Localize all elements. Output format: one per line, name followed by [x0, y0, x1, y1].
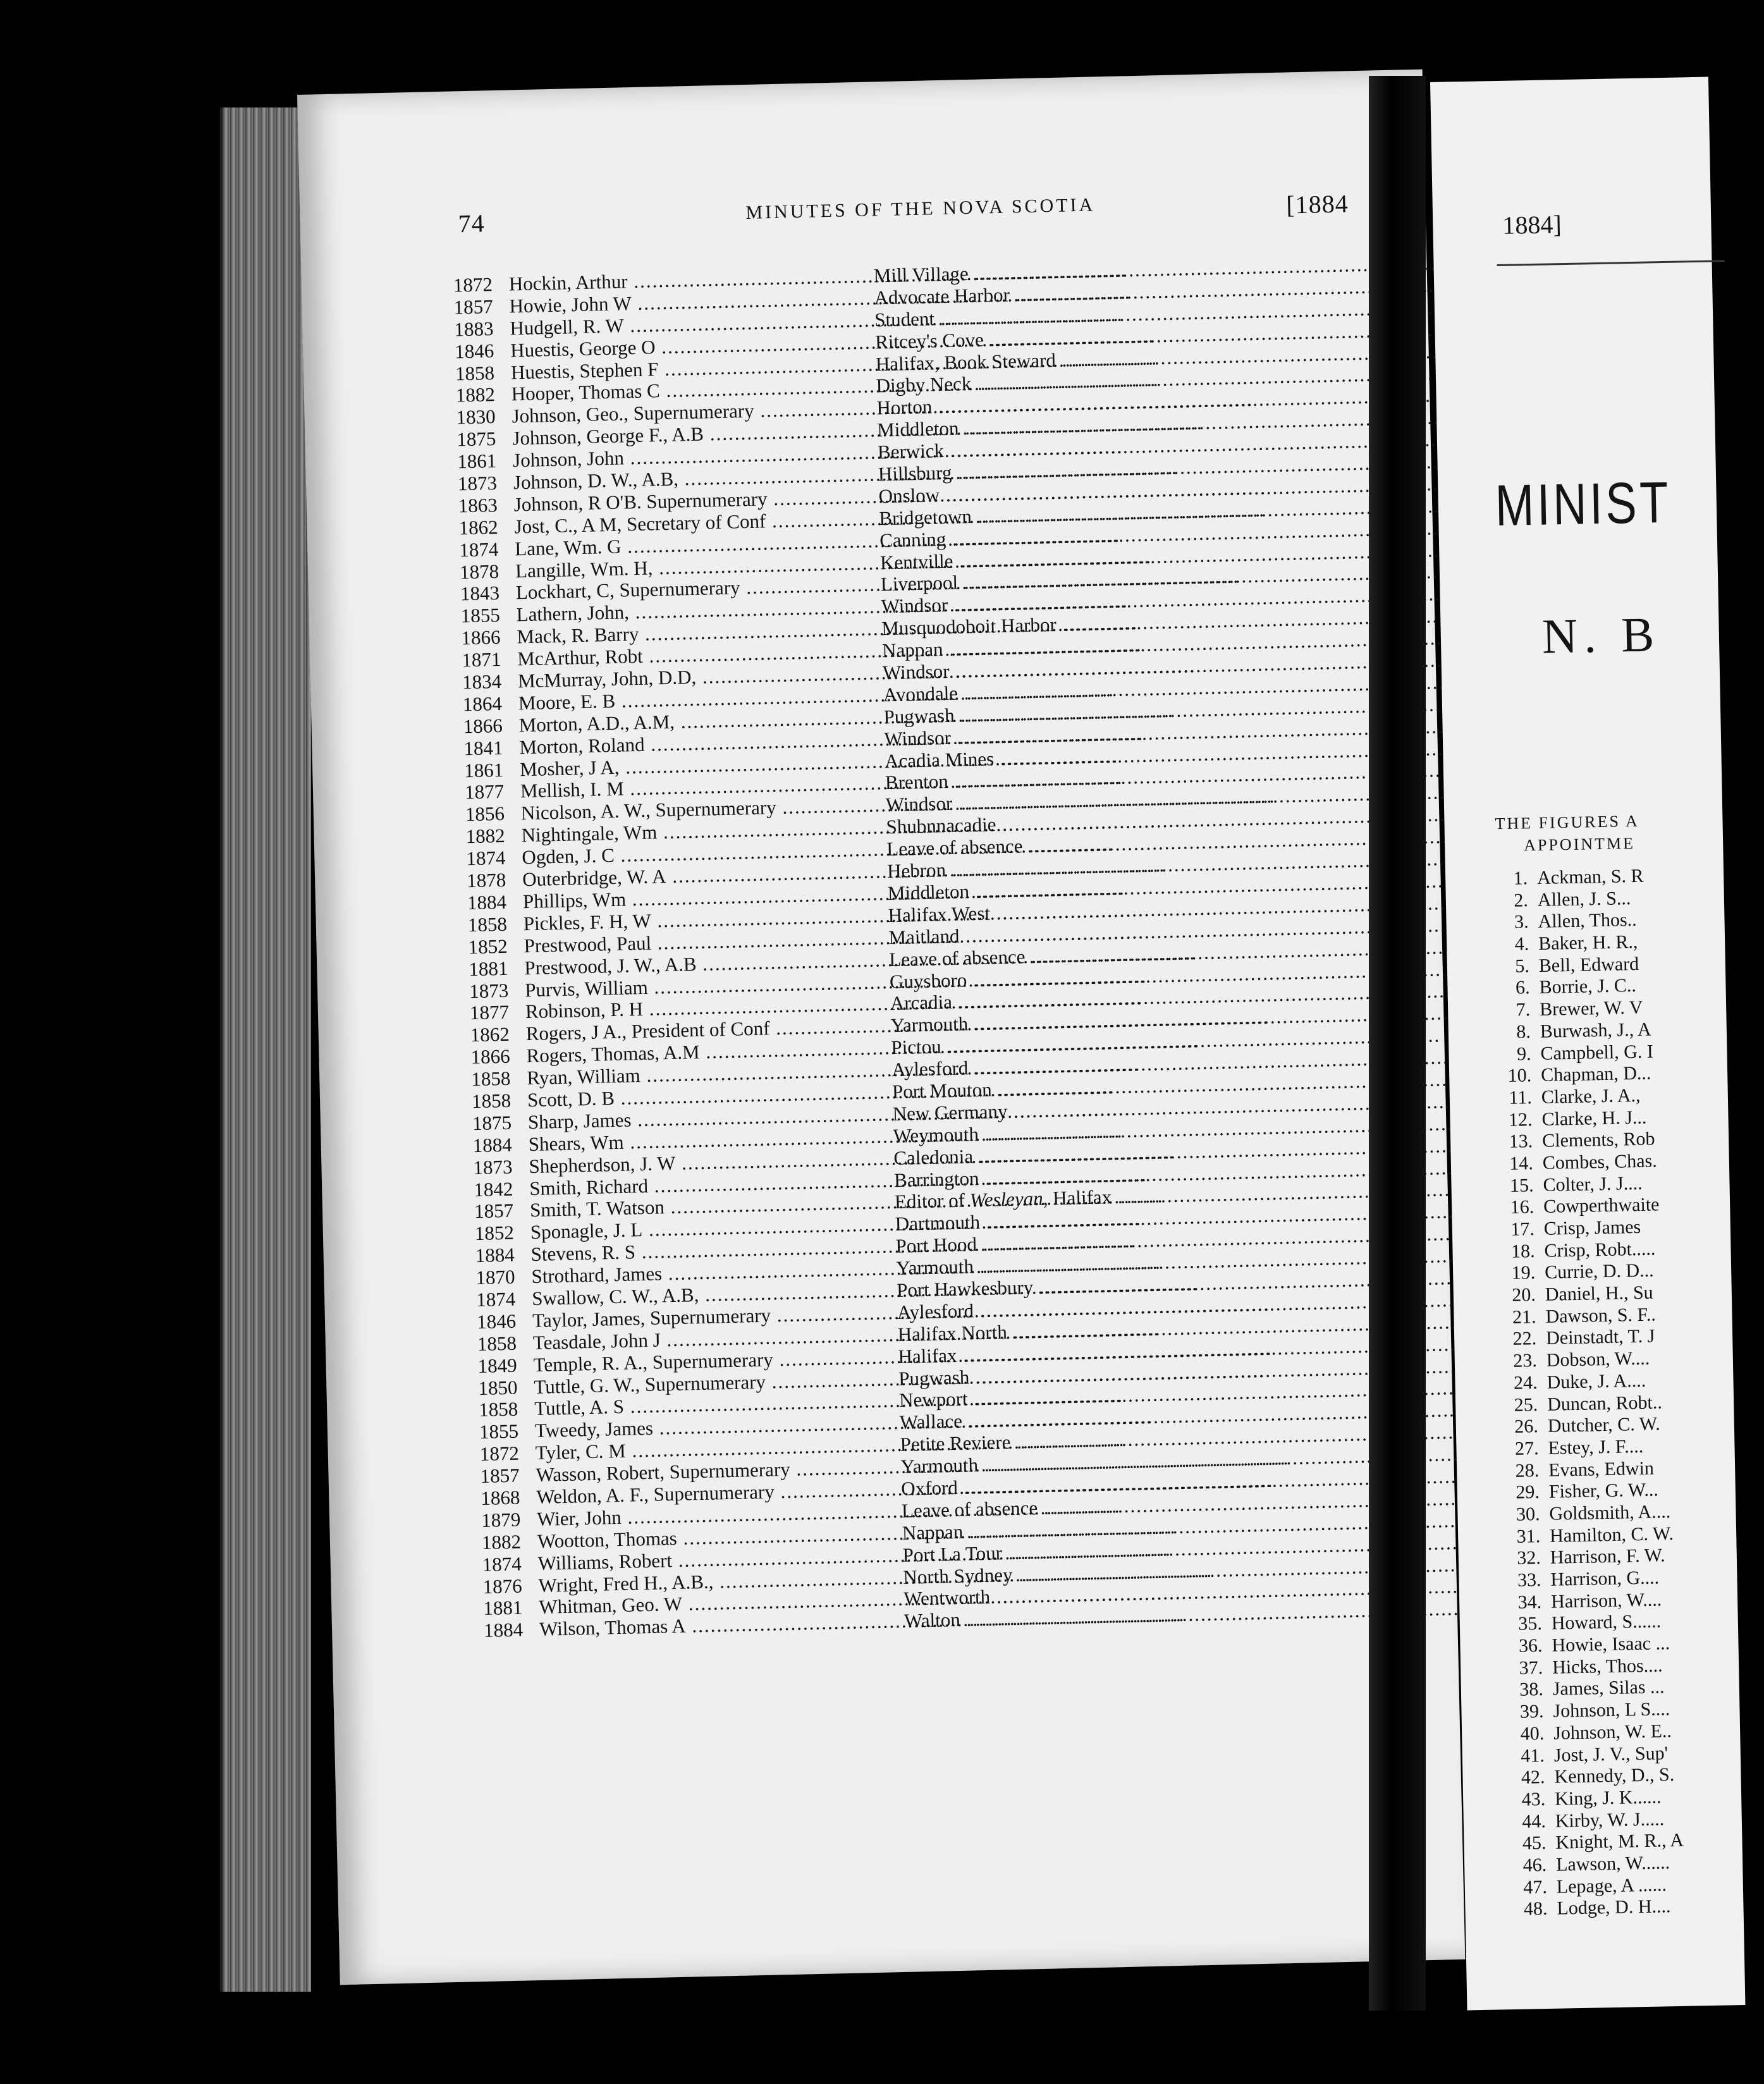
list-name: Clarke, J. A.,: [1541, 1084, 1641, 1108]
minister-name: Tweedy, James .....: [535, 1413, 890, 1443]
entry-year: 1874: [482, 1552, 522, 1576]
station-name: Canning .....: [879, 519, 1361, 552]
minister-name: Huestis, George O .....: [510, 331, 865, 362]
minister-name: Williams, Robert .....: [537, 1545, 892, 1575]
minister-name: Tyler, C. M .....: [535, 1435, 890, 1465]
entry-year: 1876: [482, 1574, 522, 1598]
list-number: 3.: [1514, 911, 1529, 933]
minister-name: Prestwood, Paul .....: [524, 927, 878, 957]
station-name: Leave of absence .....: [889, 938, 1370, 971]
list-number: 19.: [1511, 1262, 1536, 1284]
book-gutter: [1369, 76, 1426, 2011]
list-name: Johnson, L S....: [1553, 1698, 1670, 1722]
entry-year: 1861: [463, 758, 504, 782]
minister-name: Sponagle, J. L .....: [530, 1214, 885, 1244]
minister-name: Nightingale, Wm .....: [521, 817, 876, 847]
station-name: Middleton .....: [888, 872, 1369, 905]
list-number: 15.: [1509, 1174, 1534, 1196]
minister-name: Wier, John .....: [537, 1500, 891, 1531]
minister-name: Mosher, J A, .....: [520, 751, 874, 781]
minister-name: Howie, John W .....: [509, 288, 864, 318]
minister-name: Prestwood, J. W., A.B .....: [524, 949, 879, 979]
list-name: Daniel, H., Su: [1545, 1282, 1653, 1305]
list-number: 20.: [1512, 1284, 1536, 1306]
station-name: Maitland .....: [888, 916, 1369, 949]
entry-year: 1855: [460, 604, 501, 627]
ministers-list: [453, 253, 1458, 1643]
station-name: Halifax North .....: [897, 1313, 1378, 1345]
minister-name: Hooper, Thomas C .....: [511, 376, 866, 406]
station-name: Musquodoboit Harbor .....: [881, 607, 1363, 640]
list-name: Allen, J. S...: [1537, 887, 1631, 910]
list-number: 41.: [1521, 1744, 1545, 1767]
minister-name: Morton, A.D., A.M, .....: [518, 706, 873, 737]
list-name: Deinstadt, T. J: [1545, 1325, 1655, 1349]
list-number: 5.: [1515, 955, 1530, 977]
entry-year: 1842: [473, 1177, 513, 1201]
station-name: Ritcey's Cove .....: [875, 321, 1356, 353]
station-name: Port Mouton .....: [892, 1070, 1373, 1103]
station-name: Port Hawkesbury .....: [897, 1269, 1378, 1302]
list-number: 10.: [1507, 1065, 1532, 1087]
minister-name: Wilson, Thomas A .....: [539, 1611, 894, 1641]
minister-name: Wootton, Thomas .....: [537, 1523, 892, 1553]
entry-year: 1879: [481, 1508, 521, 1531]
entry-year: 1872: [479, 1442, 520, 1466]
minister-name: Wasson, Robert, Supernumerary .....: [536, 1456, 890, 1486]
entry-year: 1861: [456, 450, 497, 473]
list-name: Duncan, Robt..: [1547, 1391, 1663, 1415]
entry-year: 1858: [467, 912, 508, 936]
entry-year: 1875: [456, 427, 496, 451]
minister-name: Ogden, J. C .....: [522, 839, 876, 869]
entry-year: 1883: [454, 317, 494, 341]
station-name: Brenton .....: [885, 761, 1366, 794]
minister-name: McArthur, Robt .....: [517, 641, 872, 671]
minister-name: Ryan, William .....: [527, 1060, 881, 1090]
station-name: Kentville .....: [880, 541, 1361, 574]
entry-year: 1858: [478, 1398, 518, 1421]
station-name: Student .....: [874, 298, 1356, 331]
minister-name: Rogers, Thomas, A.M .....: [526, 1038, 881, 1068]
station-name: Pictou .....: [891, 1026, 1372, 1059]
right-page-subtitle: N. B: [1541, 606, 1662, 664]
page-edges: [220, 107, 311, 1992]
minister-name: Wright, Fred H., A.B., .....: [538, 1567, 893, 1597]
page-number: 74: [458, 209, 486, 238]
list-name: Clements, Rob: [1541, 1128, 1655, 1152]
entry-year: 1882: [465, 824, 506, 848]
minister-name: Smith, Richard .....: [529, 1170, 884, 1200]
list-number: 21.: [1512, 1306, 1536, 1328]
list-name: Chapman, D...: [1540, 1062, 1651, 1086]
entry-year: 1857: [480, 1464, 520, 1488]
list-number: 48.: [1523, 1898, 1548, 1920]
left-page: [297, 70, 1465, 1985]
list-number: 29.: [1516, 1481, 1540, 1504]
entry-year: 1852: [468, 935, 508, 958]
minister-name: Strothard, James .....: [531, 1258, 886, 1288]
station-name: Guysboro .....: [890, 960, 1371, 993]
list-name: Ackman, S. R: [1536, 865, 1644, 888]
minister-name: Rogers, J A., President of Conf .....: [525, 1015, 880, 1046]
minister-name: Mack, R. Barry .....: [517, 618, 871, 649]
entry-year: 1841: [463, 736, 503, 759]
entry-year: 1873: [473, 1155, 513, 1179]
figures-note-line2: APPOINTME: [1523, 834, 1636, 855]
list-name: James, Silas ...: [1552, 1676, 1665, 1700]
figures-note-line1: THE FIGURES A: [1495, 811, 1640, 833]
list-number: 18.: [1510, 1240, 1535, 1262]
station-name: Halifax .....: [898, 1335, 1379, 1368]
minister-name: Hockin, Arthur .....: [508, 266, 863, 296]
entry-year: 1882: [455, 383, 496, 407]
list-name: Kirby, W. J.....: [1555, 1808, 1665, 1832]
entry-year: 1856: [465, 802, 505, 826]
minister-name: Moore, E. B .....: [518, 685, 873, 715]
entry-year: 1884: [467, 890, 507, 914]
entry-year: 1863: [458, 493, 498, 517]
list-name: Harrison, W....: [1550, 1589, 1662, 1612]
list-name: Combes, Chas.: [1542, 1150, 1657, 1174]
entry-year: 1855: [479, 1419, 519, 1443]
minister-name: Smith, T. Watson .....: [530, 1192, 885, 1222]
list-name: Estey, J. F....: [1548, 1435, 1644, 1459]
entry-year: 1862: [470, 1023, 510, 1046]
list-number: 32.: [1517, 1547, 1541, 1569]
list-number: 11.: [1509, 1087, 1533, 1108]
list-number: 39.: [1519, 1701, 1544, 1722]
station-name: Leave of absence .....: [902, 1490, 1383, 1523]
list-number: 26.: [1514, 1416, 1539, 1438]
list-name: Howie, Isaac ...: [1552, 1633, 1670, 1656]
station-name: Aylesford .....: [891, 1048, 1373, 1081]
list-number: 2.: [1514, 889, 1529, 911]
entry-year: 1858: [477, 1332, 517, 1355]
minister-name: Sharp, James .....: [528, 1103, 883, 1134]
entry-year: 1850: [478, 1376, 518, 1399]
list-name: Colter, J. J....: [1543, 1172, 1643, 1196]
minister-name: Johnson, Geo., Supernumerary .....: [511, 398, 866, 428]
entry-year: 1874: [475, 1287, 516, 1311]
list-name: Johnson, W. E..: [1553, 1720, 1672, 1744]
list-name: Duke, J. A....: [1547, 1370, 1646, 1393]
list-name: Fisher, G. W...: [1548, 1479, 1659, 1503]
entry-year: 1884: [475, 1243, 515, 1267]
header-rule: [1497, 260, 1725, 266]
list-number: 24.: [1513, 1371, 1538, 1394]
entry-year: 1862: [458, 515, 498, 539]
entry-year: 1858: [455, 361, 495, 384]
station-name: Dartmouth .....: [895, 1203, 1376, 1235]
entry-year: 1882: [481, 1530, 522, 1554]
minister-name: Swallow, C. W., A.B, .....: [532, 1280, 886, 1310]
station-name: Caledonia .....: [893, 1136, 1375, 1169]
entry-year: 1866: [463, 714, 503, 738]
list-number: 37.: [1519, 1657, 1543, 1679]
page-year: [1884: [1285, 189, 1349, 219]
list-number: 34.: [1517, 1591, 1542, 1613]
minister-name: Johnson, R O'B. Supernumerary .....: [513, 486, 868, 517]
list-name: Allen, Thos..: [1538, 909, 1637, 933]
minister-name: Taylor, James, Supernumerary .....: [532, 1302, 887, 1332]
station-name: Newport .....: [899, 1379, 1380, 1412]
minister-name: Shepherdson, J. W .....: [529, 1148, 883, 1178]
list-number: 36.: [1518, 1635, 1543, 1657]
entry-year: 1852: [474, 1221, 515, 1245]
station-name: Halifax West .....: [888, 894, 1369, 927]
list-name: Harrison, F. W.: [1550, 1545, 1665, 1569]
station-name: Pugwash .....: [898, 1357, 1380, 1390]
entry-year: 1843: [460, 582, 500, 605]
list-item: [1509, 1894, 1763, 1921]
minister-name: Tuttle, A. S .....: [534, 1390, 889, 1421]
entry-year: 1875: [472, 1111, 512, 1134]
minister-name: Temple, R. A., Supernumerary .....: [533, 1346, 888, 1376]
list-name: Goldsmith, A....: [1549, 1501, 1671, 1524]
station-name: Hillsburg .....: [878, 453, 1359, 486]
entry-year: 1857: [453, 295, 494, 319]
list-name: Dawson, S. F..: [1545, 1304, 1657, 1327]
list-name: Baker, H. R.,: [1538, 931, 1638, 955]
station-name: Yarmouth .....: [896, 1247, 1377, 1280]
right-page-title: MINIST: [1494, 470, 1672, 539]
minister-name: McMurray, John, D.D, .....: [518, 663, 873, 693]
list-name: Burwash, J., A: [1540, 1019, 1651, 1042]
list-number: 4.: [1514, 933, 1529, 955]
station-name: New Germany .....: [892, 1093, 1373, 1125]
list-number: 45.: [1522, 1832, 1547, 1854]
entry-year: 1874: [466, 846, 506, 870]
list-name: Brewer, W. V: [1539, 996, 1643, 1021]
list-name: Borrie, J. C..: [1539, 975, 1637, 998]
station-name: Pugwash .....: [883, 696, 1364, 728]
minister-name: Robinson, P. H .....: [525, 993, 880, 1024]
list-number: 30.: [1516, 1504, 1540, 1525]
list-number: 23.: [1513, 1350, 1538, 1371]
list-name: Evans, Edwin: [1548, 1457, 1655, 1481]
station-name: Wallace .....: [900, 1401, 1381, 1434]
entry-year: 1877: [464, 780, 505, 804]
list-name: Lawson, W......: [1555, 1852, 1670, 1875]
list-name: Hamilton, C. W.: [1549, 1523, 1674, 1547]
entry-year: 1870: [475, 1265, 515, 1289]
list-name: Crisp, James: [1543, 1216, 1641, 1239]
list-number: 27.: [1514, 1437, 1539, 1459]
minister-name: Teasdale, John J .....: [532, 1324, 887, 1354]
entry-year: 1878: [459, 560, 499, 583]
list-number: 9.: [1516, 1043, 1531, 1065]
station-name: Acadia Mines .....: [885, 740, 1366, 773]
entry-year: 1846: [476, 1309, 517, 1333]
station-name: Weymouth .....: [893, 1115, 1374, 1148]
list-name: Currie, D. D...: [1544, 1260, 1654, 1284]
minister-name: Purvis, William .....: [525, 971, 879, 1002]
station-name: Liverpool .....: [880, 563, 1361, 596]
list-number: 8.: [1516, 1021, 1531, 1043]
minister-name: Whitman, Geo. W .....: [539, 1589, 893, 1619]
minister-name: Huestis, Stephen F .....: [511, 353, 866, 384]
list-name: Dobson, W....: [1546, 1347, 1650, 1371]
list-number: 43.: [1521, 1788, 1546, 1810]
minister-name: Phillips, Wm .....: [523, 883, 878, 913]
numbered-list: [1490, 864, 1763, 1921]
station-name: Middleton .....: [877, 408, 1358, 441]
minister-name: Outerbridge, W. A .....: [522, 861, 877, 892]
station-name: Petite Reviere .....: [900, 1423, 1381, 1456]
station-name: Windsor .....: [885, 783, 1366, 816]
entry-year: 1858: [470, 1067, 511, 1091]
list-name: Lodge, D. H....: [1557, 1896, 1671, 1919]
station-name: Walton .....: [904, 1600, 1385, 1633]
list-number: 47.: [1523, 1876, 1548, 1898]
list-number: 16.: [1510, 1196, 1534, 1218]
entry-year: 1874: [458, 537, 499, 561]
entry-year: 1884: [483, 1618, 524, 1642]
minister-name: Pickles, F. H, W .....: [523, 905, 878, 935]
entry-year: 1881: [482, 1596, 523, 1620]
list-number: 28.: [1515, 1459, 1540, 1481]
entry-year: 1873: [469, 979, 509, 1002]
minister-name: Morton, Roland .....: [519, 728, 874, 759]
minister-name: Lane, Wm. G .....: [515, 530, 869, 560]
list-name: King, J. K......: [1554, 1786, 1662, 1810]
entry-year: 1857: [474, 1199, 514, 1223]
list-name: Harrison, G....: [1550, 1567, 1660, 1590]
list-number: 6.: [1515, 977, 1530, 999]
list-number: 13.: [1509, 1131, 1533, 1153]
list-name: Knight, M. R., A: [1555, 1830, 1684, 1853]
station-name: Arcadia .....: [890, 982, 1371, 1015]
right-page: [1430, 77, 1745, 2011]
list-number: 40.: [1520, 1722, 1545, 1744]
right-page-year: 1884]: [1502, 210, 1562, 240]
station-name: Advocate Harbor .....: [874, 276, 1355, 309]
station-name: Wentworth .....: [903, 1578, 1385, 1610]
entry-year: 1877: [469, 1001, 510, 1024]
entry-year: 1849: [477, 1354, 518, 1377]
list-number: 33.: [1517, 1569, 1541, 1591]
list-name: Jost, J. V., Sup': [1553, 1742, 1669, 1766]
list-number: 35.: [1518, 1613, 1543, 1635]
minister-name: Weldon, A. F., Supernumerary .....: [536, 1478, 891, 1509]
station-name: Barrington .....: [894, 1158, 1375, 1191]
station-name: Nappan .....: [902, 1511, 1383, 1544]
minister-name: Langille, Wm. H, .....: [515, 552, 870, 582]
entry-year: 1864: [462, 692, 503, 716]
list-name: Campbell, G. I: [1540, 1041, 1654, 1064]
list-number: 1.: [1513, 867, 1528, 889]
entry-year: 1830: [456, 405, 496, 429]
list-name: Crisp, Robt.....: [1544, 1238, 1656, 1261]
entry-year: 1872: [453, 273, 493, 297]
minister-name: Johnson, John .....: [513, 442, 867, 472]
station-name: Horton .....: [876, 386, 1357, 419]
entry-year: 1881: [469, 957, 508, 980]
minister-name: Nicolson, A. W., Supernumerary .....: [520, 795, 875, 825]
list-number: 42.: [1521, 1767, 1545, 1788]
list-name: Cowperthwaite: [1543, 1194, 1660, 1218]
station-name: Yarmouth .....: [900, 1445, 1381, 1478]
station-name: Port Hood .....: [895, 1225, 1376, 1258]
running-title: MINUTES OF THE NOVA SCOTIA: [745, 194, 1096, 223]
station-name: Port La Tour .....: [902, 1533, 1383, 1566]
station-name: Oxford .....: [901, 1468, 1382, 1500]
minister-name: Johnson, D. W., A.B, .....: [513, 464, 868, 494]
station-name: Berwick .....: [878, 431, 1359, 463]
list-number: 22.: [1512, 1328, 1537, 1350]
entry-year: 1846: [454, 339, 494, 363]
station-name: Shubnnacadie .....: [886, 806, 1367, 838]
list-name: Kennedy, D., S.: [1554, 1764, 1675, 1787]
station-name: North Sydney .....: [903, 1555, 1384, 1588]
minister-name: Jost, C., A M, Secretary of Conf .....: [514, 508, 869, 538]
station-name: Aylesford .....: [897, 1291, 1378, 1324]
list-name: Dutcher, C. W.: [1547, 1413, 1661, 1437]
station-name: Nappan .....: [882, 629, 1363, 662]
station-name: Windsor .....: [883, 651, 1364, 684]
station-name: Halifax, Book Steward .....: [876, 343, 1357, 376]
entry-year: 1871: [461, 648, 501, 671]
station-name: Windsor .....: [884, 718, 1365, 751]
list-number: 38.: [1519, 1679, 1544, 1701]
list-number: 31.: [1516, 1525, 1541, 1547]
entry-year: 1834: [462, 670, 502, 694]
minister-name: Lockhart, C, Supernumerary .....: [516, 574, 871, 604]
list-number: 7.: [1516, 999, 1531, 1021]
minister-name: Lathern, John, .....: [516, 596, 871, 627]
station-name: Yarmouth .....: [890, 1004, 1371, 1037]
list-number: 46.: [1522, 1854, 1547, 1876]
minister-name: Stevens, R. S .....: [530, 1236, 885, 1266]
station-name: Bridgetown .....: [879, 497, 1360, 530]
entry-year: 1866: [470, 1045, 510, 1069]
minister-name: Mellish, I. M .....: [520, 773, 875, 803]
minister-name: Scott, D. B .....: [527, 1081, 882, 1112]
list-number: 17.: [1510, 1218, 1535, 1240]
list-name: Clarke, H. J...: [1541, 1106, 1647, 1130]
entry-year: 1866: [461, 626, 501, 649]
station-name: Hebron .....: [887, 850, 1368, 883]
list-number: 25.: [1514, 1394, 1538, 1416]
list-name: Bell, Edward: [1538, 953, 1639, 976]
entry-year: 1868: [481, 1486, 520, 1509]
entry-year: 1858: [471, 1089, 511, 1113]
list-number: 14.: [1509, 1153, 1534, 1174]
minister-name: Tuttle, G. W., Supernumerary .....: [534, 1368, 888, 1399]
station-name: Digby Neck .....: [876, 365, 1357, 398]
station-name: Leave of absence .....: [886, 828, 1368, 861]
station-name: Onslow .....: [878, 475, 1359, 508]
station-name: Mill Village .....: [873, 254, 1354, 287]
minister-name: Hudgell, R. W .....: [510, 310, 864, 340]
station-name: Avondale .....: [883, 673, 1364, 706]
station-name: Editor of Wesleyan, Halifax .....: [895, 1180, 1376, 1213]
list-name: Howard, S......: [1551, 1610, 1662, 1634]
entry-year: 1884: [472, 1133, 513, 1156]
entry-year: 1873: [457, 472, 498, 495]
list-number: 44.: [1522, 1810, 1547, 1832]
entry-year: 1878: [466, 868, 506, 892]
list-name: Hicks, Thos....: [1552, 1655, 1663, 1678]
list-name: Lepage, A ......: [1556, 1873, 1667, 1897]
minister-name: Shears, Wm .....: [528, 1125, 883, 1156]
list-number: 12.: [1508, 1108, 1533, 1131]
station-name: Windsor .....: [881, 585, 1362, 618]
minister-name: Johnson, George F., A.B .....: [512, 420, 867, 450]
